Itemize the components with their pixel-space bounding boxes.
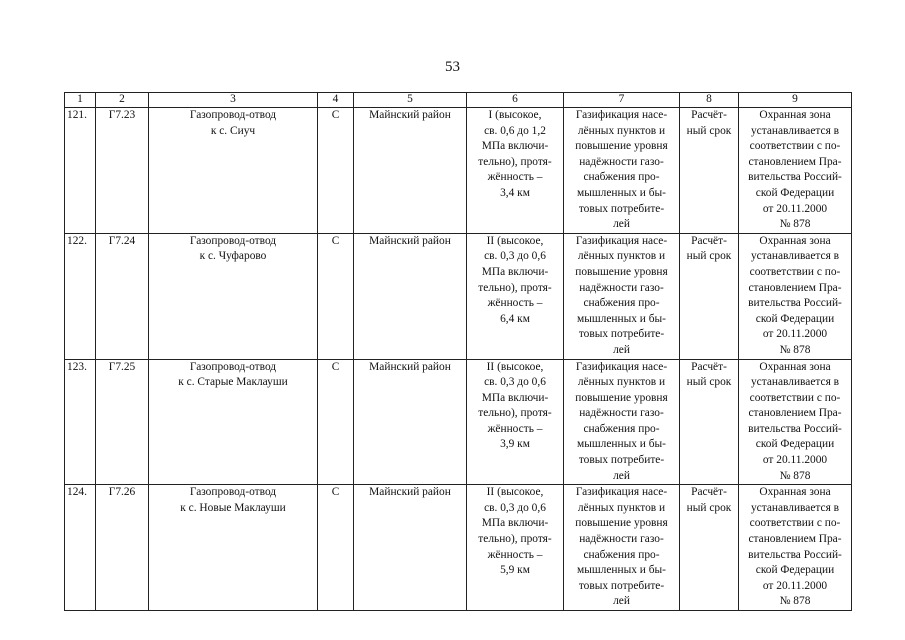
table-row — [65, 108, 852, 234]
column-header-2: 2 — [96, 93, 149, 108]
object-status: С — [318, 485, 354, 611]
object-purpose: Газификация насе- лённых пунктов и повышение уровня надёжности газо- снабжения про- мышленных и бы- товых потребите- лей — [564, 359, 680, 485]
district: Майнский район — [354, 108, 467, 234]
object-purpose: Газификация насе- лённых пунктов и повышение уровня надёжности газо- снабжения про- мышленных и бы- товых потребите- лей — [564, 108, 680, 234]
table-row — [65, 233, 852, 359]
data-table — [64, 92, 852, 611]
row-number: 124. — [65, 485, 96, 611]
column-header-7: 7 — [564, 93, 680, 108]
object-status: С — [318, 359, 354, 485]
object-name: Газопровод-отвод к с. Старые Маклауши — [149, 359, 318, 485]
object-name: Газопровод-отвод к с. Сиуч — [149, 108, 318, 234]
table-row — [65, 359, 852, 485]
implementation-term: Расчёт- ный срок — [680, 108, 739, 234]
table-row — [65, 485, 852, 611]
column-header-5: 5 — [354, 93, 467, 108]
implementation-term: Расчёт- ный срок — [680, 485, 739, 611]
district: Майнский район — [354, 485, 467, 611]
object-status: С — [318, 233, 354, 359]
implementation-term: Расчёт- ный срок — [680, 233, 739, 359]
table-header-row — [65, 93, 852, 108]
column-header-3: 3 — [149, 93, 318, 108]
object-code: Г7.25 — [96, 359, 149, 485]
object-purpose: Газификация насе- лённых пунктов и повышение уровня надёжности газо- снабжения про- мышленных и бы- товых потребите- лей — [564, 233, 680, 359]
object-purpose: Газификация насе- лённых пунктов и повышение уровня надёжности газо- снабжения про- мышленных и бы- товых потребите- лей — [564, 485, 680, 611]
object-code: Г7.23 — [96, 108, 149, 234]
object-name: Газопровод-отвод к с. Чуфарово — [149, 233, 318, 359]
row-number: 122. — [65, 233, 96, 359]
object-parameters: I (высокое, св. 0,6 до 1,2 МПа включи- тельно), протя- жённость – 3,4 км — [467, 108, 564, 234]
protection-zone: Охранная зона устанавливается в соответствии с по- становлением Пра- вительства Россий- ской Федерации от 20.11.2000 № 878 — [739, 108, 852, 234]
object-parameters: II (высокое, св. 0,3 до 0,6 МПа включи- тельно), протя- жённость – 6,4 км — [467, 233, 564, 359]
protection-zone: Охранная зона устанавливается в соответствии с по- становлением Пра- вительства Россий- ской Федерации от 20.11.2000 № 878 — [739, 485, 852, 611]
object-code: Г7.24 — [96, 233, 149, 359]
column-header-9: 9 — [739, 93, 852, 108]
protection-zone: Охранная зона устанавливается в соответствии с по- становлением Пра- вительства Россий- ской Федерации от 20.11.2000 № 878 — [739, 233, 852, 359]
protection-zone: Охранная зона устанавливается в соответствии с по- становлением Пра- вительства Россий- ской Федерации от 20.11.2000 № 878 — [739, 359, 852, 485]
row-number: 123. — [65, 359, 96, 485]
column-header-8: 8 — [680, 93, 739, 108]
column-header-4: 4 — [318, 93, 354, 108]
object-code: Г7.26 — [96, 485, 149, 611]
column-header-1: 1 — [65, 93, 96, 108]
object-parameters: II (высокое, св. 0,3 до 0,6 МПа включи- тельно), протя- жённость – 3,9 км — [467, 359, 564, 485]
district: Майнский район — [354, 233, 467, 359]
row-number: 121. — [65, 108, 96, 234]
implementation-term: Расчёт- ный срок — [680, 359, 739, 485]
column-header-6: 6 — [467, 93, 564, 108]
object-parameters: II (высокое, св. 0,3 до 0,6 МПа включи- тельно), протя- жённость – 5,9 км — [467, 485, 564, 611]
district: Майнский район — [354, 359, 467, 485]
page-number: 53 — [445, 59, 460, 75]
object-status: С — [318, 108, 354, 234]
object-name: Газопровод-отвод к с. Новые Маклауши — [149, 485, 318, 611]
